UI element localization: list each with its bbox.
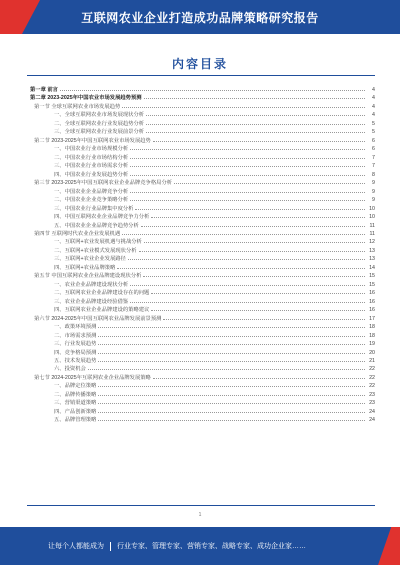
- toc-leader-dots: [98, 348, 365, 354]
- toc-entry-page: 9: [372, 197, 375, 204]
- toc-leader-dots: [128, 254, 365, 260]
- toc-entry-title: 二、互联网农业企业品牌建设存在的问题: [54, 290, 150, 297]
- toc-entry-page: 20: [369, 349, 375, 356]
- toc-entry-title: 第六节 2024-2025年中国互联网农业品牌发展前景预测: [34, 315, 162, 322]
- toc-entry-page: 24: [369, 417, 375, 424]
- toc-entry-title: 第二节 2023-2025年中国互联网农业市场发展趋势: [34, 137, 151, 144]
- toc-entry-title: 三、互联网+农业企业发展路径: [54, 256, 126, 263]
- toc-entry-title: 一、政策环境预测: [54, 324, 97, 331]
- toc-entry[interactable]: [30, 254, 375, 262]
- toc-entry-page: 11: [369, 230, 375, 237]
- toc-entry-title: 第一节 全球互联网农业市场发展趋势: [34, 103, 121, 110]
- toc-entry-title: 第三节 2023-2025年中国互联网农业企业品牌竞争格局分析: [34, 180, 173, 187]
- toc-leader-dots: [130, 153, 365, 159]
- toc-entry[interactable]: [30, 85, 375, 93]
- toc-entry-title: 三、中国农业行业市场需求分析: [54, 163, 129, 170]
- toc-entry-page: 17: [369, 315, 375, 322]
- toc-entry[interactable]: [30, 364, 375, 372]
- toc-entry-title: 四、中国农业行业发展趋势分析: [54, 171, 129, 178]
- toc-leader-dots: [98, 415, 365, 421]
- toc-entry[interactable]: [30, 314, 375, 322]
- toc-top-rule: [27, 75, 375, 76]
- toc-leader-dots: [60, 85, 365, 91]
- toc-leader-dots: [130, 170, 365, 176]
- toc-entry-page: 13: [369, 247, 375, 254]
- footer-divider: [110, 542, 111, 551]
- toc-leader-dots: [143, 271, 365, 277]
- toc-leader-dots: [153, 373, 365, 379]
- toc-leader-dots: [130, 161, 365, 167]
- toc-entry[interactable]: [30, 237, 375, 245]
- toc-leader-dots: [141, 221, 365, 227]
- footer-slogan: [48, 541, 306, 551]
- toc-entry-page: 6: [372, 137, 375, 144]
- toc-leader-dots: [88, 364, 365, 370]
- toc-entry[interactable]: [30, 153, 375, 161]
- toc-entry[interactable]: [30, 398, 375, 406]
- toc-entry-page: 6: [372, 146, 375, 153]
- toc-entry[interactable]: [30, 246, 375, 254]
- toc-entry-title: 二、全球互联网农业行业发展趋势分析: [54, 120, 145, 127]
- toc-entry-title: 四、中国互联网农业企业品牌竞争力分析: [54, 214, 150, 221]
- table-of-contents: [30, 85, 375, 424]
- toc-entry-title: 二、品牌传播策略: [54, 391, 97, 398]
- toc-entry-page: 16: [369, 298, 375, 305]
- toc-entry-title: 五、中国农业企业品牌竞争趋势分析: [54, 222, 139, 229]
- toc-leader-dots: [163, 314, 365, 320]
- toc-entry[interactable]: [30, 348, 375, 356]
- toc-title: 内容目录: [171, 57, 228, 71]
- toc-leader-dots: [144, 237, 365, 243]
- toc-entry-page: 13: [369, 256, 375, 263]
- toc-entry-page: 16: [369, 290, 375, 297]
- toc-entry-page: 5: [372, 120, 375, 127]
- toc-leader-dots: [153, 136, 365, 142]
- toc-leader-dots: [98, 398, 365, 404]
- toc-entry-title: 一、中国农业行业市场规模分析: [54, 146, 129, 153]
- toc-entry-title: 三、营销渠道策略: [54, 400, 97, 407]
- toc-entry[interactable]: [30, 204, 375, 212]
- toc-entry[interactable]: [30, 331, 375, 339]
- toc-leader-dots: [98, 356, 365, 362]
- toc-entry-page: 11: [369, 222, 375, 229]
- toc-entry-title: 三、中国农业行业品牌集中度分析: [54, 205, 134, 212]
- toc-entry-page: 7: [372, 154, 375, 161]
- toc-entry-page: 23: [369, 391, 375, 398]
- toc-entry-page: 9: [372, 180, 375, 187]
- toc-entry-title: 二、中国农业行业市场结构分析: [54, 154, 129, 161]
- toc-entry-page: 7: [372, 163, 375, 170]
- toc-entry-page: 4: [372, 112, 375, 119]
- toc-entry[interactable]: [30, 178, 375, 186]
- toc-entry-title: 二、市场需求预测: [54, 332, 97, 339]
- toc-entry[interactable]: [30, 339, 375, 347]
- toc-entry-page: 15: [369, 281, 375, 288]
- toc-leader-dots: [146, 110, 365, 116]
- toc-entry[interactable]: [30, 288, 375, 296]
- toc-entry-title: 二、互联网+农业模式发展现状分析: [54, 247, 137, 254]
- toc-entry-page: 10: [369, 214, 375, 221]
- toc-entry[interactable]: [30, 102, 375, 110]
- toc-entry-title: 六、投资机会: [54, 366, 86, 373]
- toc-entry-title: 一、农业企业品牌建设现状分析: [54, 281, 129, 288]
- toc-entry[interactable]: [30, 229, 375, 237]
- toc-entry-title: 一、互联网+农业发展机遇与挑战分析: [54, 239, 142, 246]
- toc-leader-dots: [130, 195, 365, 201]
- toc-entry-page: 23: [369, 400, 375, 407]
- toc-entry[interactable]: [30, 263, 375, 271]
- toc-entry-page: 4: [372, 87, 375, 93]
- toc-leader-dots: [117, 263, 365, 269]
- toc-entry[interactable]: [30, 187, 375, 195]
- toc-leader-dots: [98, 407, 365, 413]
- toc-leader-dots: [174, 178, 365, 184]
- toc-bottom-rule: [27, 505, 375, 506]
- toc-leader-dots: [98, 322, 365, 328]
- toc-entry-title: 第四节 互联网时代农业企业发展机遇: [34, 230, 121, 237]
- toc-entry-title: 第二章 2023-2025年中国农业市场发展趋势预测: [30, 95, 142, 102]
- toc-entry[interactable]: [30, 381, 375, 389]
- toc-leader-dots: [98, 331, 365, 337]
- toc-entry[interactable]: [30, 297, 375, 305]
- toc-leader-dots: [130, 187, 365, 193]
- toc-leader-dots: [139, 246, 365, 252]
- toc-entry-title: 第一章 前言: [30, 87, 58, 93]
- toc-entry-title: 三、农业企业品牌建设经验借鉴: [54, 298, 129, 305]
- toc-entry-page: 24: [369, 408, 375, 415]
- toc-leader-dots: [98, 390, 365, 396]
- toc-entry-title: 三、全球互联网农业行业发展前景分析: [54, 129, 145, 136]
- toc-leader-dots: [146, 119, 365, 125]
- toc-leader-dots: [98, 339, 365, 345]
- footer-roles: 行业专家、管理专家、营销专家、战略专家、成功企业家……: [117, 543, 306, 550]
- toc-entry-title: 二、中国农业企业竞争策略分析: [54, 197, 129, 204]
- toc-entry-page: 21: [369, 358, 375, 364]
- toc-leader-dots: [98, 381, 365, 387]
- toc-entry[interactable]: [30, 93, 375, 101]
- toc-entry[interactable]: [30, 110, 375, 118]
- toc-entry-title: 第五节 中国互联网农业企业品牌建设现状分析: [34, 273, 142, 280]
- toc-entry-title: 四、产品创新策略: [54, 408, 97, 415]
- toc-entry-page: 14: [369, 264, 375, 271]
- toc-entry-page: 8: [372, 171, 375, 178]
- toc-leader-dots: [122, 102, 365, 108]
- toc-entry-title: 四、互联网农业企业品牌建设的策略建议: [54, 307, 150, 314]
- toc-entry-page: 9: [372, 188, 375, 195]
- toc-entry[interactable]: [30, 390, 375, 398]
- page-number: 1: [198, 512, 202, 518]
- toc-entry[interactable]: [30, 161, 375, 169]
- toc-entry-page: 16: [369, 307, 375, 314]
- toc-entry[interactable]: [30, 195, 375, 203]
- toc-leader-dots: [144, 93, 365, 99]
- toc-leader-dots: [130, 144, 365, 150]
- toc-leader-dots: [130, 280, 365, 286]
- toc-entry[interactable]: [30, 144, 375, 152]
- toc-entry[interactable]: [30, 280, 375, 288]
- toc-leader-dots: [122, 229, 365, 235]
- toc-entry[interactable]: [30, 356, 375, 364]
- toc-entry-page: 19: [369, 341, 375, 348]
- toc-entry[interactable]: [30, 136, 375, 144]
- toc-entry-page: 5: [372, 129, 375, 136]
- toc-entry-page: 15: [369, 273, 375, 280]
- toc-entry-page: 18: [369, 332, 375, 339]
- toc-entry[interactable]: [30, 373, 375, 381]
- toc-entry[interactable]: [30, 127, 375, 135]
- toc-entry[interactable]: [30, 415, 375, 423]
- toc-entry[interactable]: [30, 305, 375, 313]
- toc-entry-title: 四、竞争格局预测: [54, 349, 97, 356]
- toc-entry[interactable]: [30, 407, 375, 415]
- footer-lead: 让每个人都能成为: [48, 543, 104, 550]
- toc-entry-title: 第七节 2024-2025年互联网农业企业品牌发展策略: [34, 374, 151, 381]
- toc-entry-title: 一、品牌定位策略: [54, 383, 97, 390]
- toc-entry-title: 五、品牌管理策略: [54, 417, 97, 424]
- toc-leader-dots: [130, 297, 365, 303]
- toc-entry[interactable]: [30, 271, 375, 279]
- toc-entry[interactable]: [30, 322, 375, 330]
- toc-entry[interactable]: [30, 221, 375, 229]
- toc-entry-title: 五、技术发展趋势: [54, 358, 97, 364]
- toc-leader-dots: [135, 204, 365, 210]
- report-title: 互联网农业企业打造成功品牌策略研究报告: [81, 11, 319, 25]
- toc-entry-page: 22: [369, 383, 375, 390]
- toc-entry[interactable]: [30, 119, 375, 127]
- toc-entry-page: 4: [372, 103, 375, 110]
- toc-entry-page: 22: [369, 366, 375, 373]
- toc-entry-title: 四、互联网+农业品牌策略: [54, 264, 116, 271]
- toc-leader-dots: [151, 305, 365, 311]
- toc-entry-page: 12: [369, 239, 375, 246]
- toc-leader-dots: [146, 127, 365, 133]
- toc-entry-page: 4: [372, 95, 375, 102]
- toc-entry-title: 三、行业发展趋势: [54, 341, 97, 348]
- toc-entry-page: 18: [369, 324, 375, 331]
- toc-entry[interactable]: [30, 170, 375, 178]
- toc-entry[interactable]: [30, 212, 375, 220]
- toc-entry-title: 一、中国农业企业品牌竞争分析: [54, 188, 129, 195]
- toc-leader-dots: [151, 212, 365, 218]
- toc-entry-page: 22: [369, 374, 375, 381]
- toc-entry-title: 一、全球互联网农业市场发展现状分析: [54, 112, 145, 119]
- toc-entry-page: 10: [369, 205, 375, 212]
- toc-leader-dots: [151, 288, 365, 294]
